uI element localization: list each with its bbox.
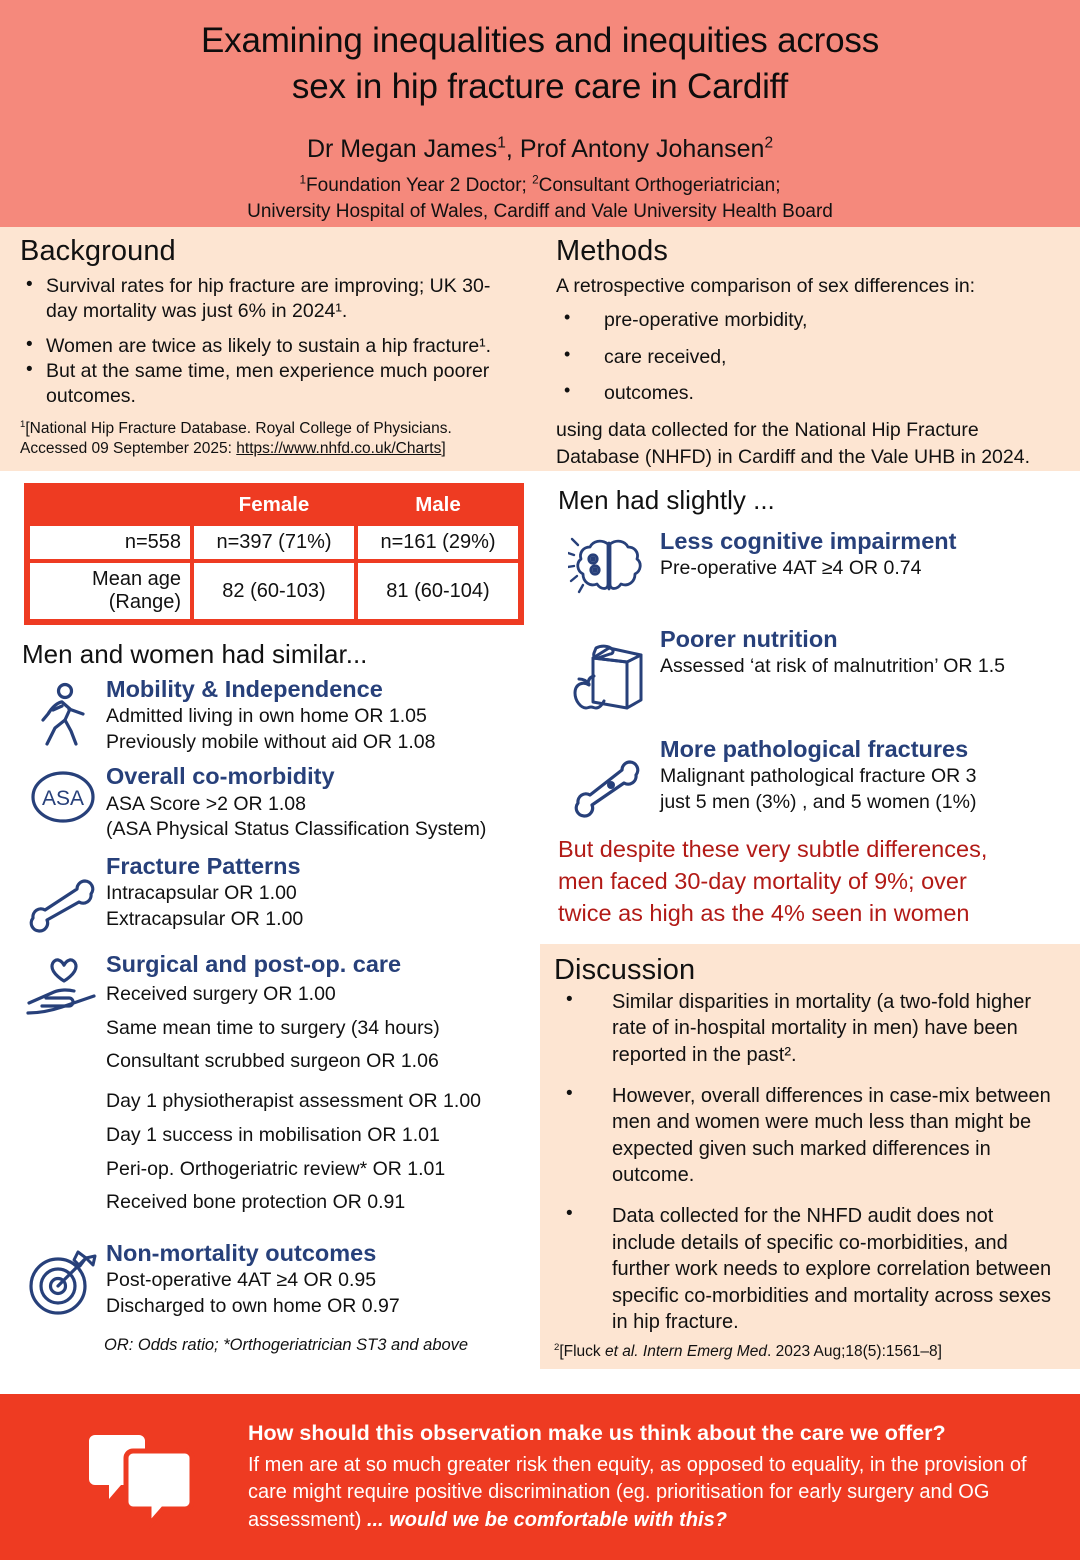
page-title — [40, 18, 1040, 110]
footer-body: If men are at so much greater risk then equity, as opposed to equality, in the provision of care might require positive discrimination (eg. prioritisation for early surgery and OG assessment) ... would we be comfortable with this? — [248, 1453, 1027, 1531]
finding-line: Assessed ‘at risk of malnutrition’ OR 1.5 — [660, 655, 1005, 678]
list-item: • Survival rates for hip fracture are improving; UK 30-day mortality was just 6% in 2024¹. — [20, 274, 518, 325]
speech-bubbles-icon — [89, 1425, 205, 1529]
finding-fracture-patterns — [20, 853, 524, 937]
finding-line: Same mean time to surgery (34 hours) — [106, 1016, 440, 1039]
finding-line: Peri-op. Orthogeriatric review* OR 1.01 — [106, 1157, 446, 1180]
finding-title: Surgical and post-op. care — [106, 950, 402, 977]
right-column — [540, 471, 1080, 1369]
list-item: • Data collected for the NHFD audit does not include details of specific co-morbidities, and further work needs to explore correlation between specific co-morbidities and mortality across sexes in hip fracture. — [554, 1203, 1062, 1336]
walking-person-icon — [31, 682, 95, 752]
callout-line-3: twice as high as the 4% seen in women — [558, 899, 970, 926]
finding-line: Previously mobile without aid OR 1.08 — [106, 730, 436, 753]
methods-intro: A retrospective comparison of sex differences in: — [556, 275, 976, 297]
background-methods-band — [0, 227, 1080, 471]
title-line-1: Examining inequalities and inequities across — [201, 21, 879, 60]
brain-icon — [568, 534, 648, 604]
finding-cognitive-impairment — [556, 528, 1064, 604]
discussion-section — [540, 944, 1080, 1370]
finding-line: Received bone protection OR 0.91 — [106, 1191, 406, 1214]
table-row — [28, 561, 520, 621]
table-cell: n=397 (71%) — [192, 524, 356, 561]
finding-pathological-fractures — [556, 736, 1064, 822]
table-col-blank — [28, 487, 192, 524]
table-cell: Mean age (Range) — [28, 561, 192, 621]
author-sup-1: 1 — [497, 135, 506, 153]
finding-line: (ASA Physical Status Classification System) — [106, 818, 487, 841]
finding-nutrition — [556, 626, 1064, 712]
list-item: • Similar disparities in mortality (a two-fold higher rate of in-hospital mortality in men) have been reported in the past². — [554, 989, 1062, 1069]
background-footnote: $^1$[National Hip Fracture Database. Royal College of Physicians. Accessed 09 September 2025: https://www.nhfd.co.uk/Charts] — [20, 418, 452, 457]
list-item: • pre-operative morbidity, — [556, 308, 1062, 333]
affiliation-line-2: University Hospital of Wales, Cardiff and Vale University Health Board — [247, 201, 833, 223]
nhfd-charts-link[interactable]: https://www.nhfd.co.uk/Charts — [236, 439, 442, 457]
finding-mobility — [20, 676, 524, 755]
bone-icon — [570, 756, 646, 822]
title-line-2: sex in hip fracture care in Cardiff — [291, 67, 789, 107]
similar-heading: Men and women had similar... — [22, 639, 368, 669]
svg-text:ASA: ASA — [41, 787, 85, 811]
finding-comorbidity — [20, 763, 524, 842]
background-section — [0, 227, 540, 471]
demographics-table — [24, 483, 524, 625]
heart-in-hand-icon — [24, 957, 102, 1019]
finding-title: Fracture Patterns — [106, 852, 301, 879]
methods-heading: Methods — [556, 235, 668, 267]
affiliation-line-1: $^1$Foundation Year 2 Doctor; $^2$Consultant Orthogeriatrician; — [299, 174, 781, 197]
affiliations — [40, 173, 1040, 225]
left-column — [0, 471, 540, 1355]
finding-line: Malignant pathological fracture OR 3 — [660, 765, 977, 788]
odds-ratio-footnote: OR: Odds ratio; *Orthogeriatrician ST3 and above — [104, 1335, 469, 1354]
list-item: • Women are twice as likely to sustain a hip fracture¹. — [20, 334, 518, 359]
finding-line: Consultant scrubbed surgeon OR 1.06 — [106, 1050, 439, 1073]
finding-line: Day 1 physiotherapist assessment OR 1.00 — [106, 1090, 482, 1113]
finding-title: Overall co-morbidity — [106, 763, 335, 790]
bone-icon — [27, 875, 99, 937]
finding-line: just 5 men (3%) , and 5 women (1%) — [660, 790, 977, 813]
table-row — [28, 524, 520, 561]
discussion-footnote: $^2$[Fluck et al. Intern Emerg Med. 2023 Aug;18(5):1561–8] — [554, 1341, 942, 1360]
finding-title: Non-mortality outcomes — [106, 1240, 377, 1267]
finding-line: Post-operative 4AT ≥4 OR 0.95 — [106, 1269, 377, 1292]
author-sup-2: 2 — [764, 135, 774, 153]
asa-circle-icon — [29, 769, 97, 825]
list-item: • outcomes. — [556, 381, 1062, 406]
list-item: • care received, — [556, 345, 1062, 370]
finding-line: Extracapsular OR 1.00 — [106, 907, 304, 930]
table-cell: 81 (60-104) — [356, 561, 520, 621]
authors: Dr Megan James$^1$, Prof Antony Johansen$^2$ — [306, 135, 774, 164]
finding-line: Admitted living in own home OR 1.05 — [106, 705, 427, 728]
target-dart-icon — [26, 1246, 100, 1318]
finding-surgical-care — [20, 951, 524, 1216]
finding-line: Day 1 success in mobilisation OR 1.01 — [106, 1123, 440, 1146]
background-heading: Background — [20, 235, 176, 267]
table-cell: n=558 — [28, 524, 192, 561]
poster-header — [0, 0, 1080, 227]
finding-title: More pathological fractures — [660, 736, 969, 762]
table-cell: n=161 (29%) — [356, 524, 520, 561]
lunch-bag-apple-icon — [569, 640, 647, 712]
callout-line-1: But despite these very subtle differences, — [558, 836, 988, 862]
list-item: • But at the same time, men experience much poorer outcomes. — [20, 359, 518, 410]
table-cell: 82 (60-103) — [192, 561, 356, 621]
footer-question: How should this observation make us think about the care we offer? — [248, 1420, 946, 1445]
finding-line: Intracapsular OR 1.00 — [106, 881, 297, 904]
discussion-heading: Discussion — [554, 953, 696, 986]
slightly-heading: Men had slightly ... — [558, 485, 775, 515]
finding-title: Poorer nutrition — [660, 626, 838, 652]
finding-title: Less cognitive impairment — [660, 528, 957, 554]
callout-line-2: men faced 30-day mortality of 9%; over — [558, 867, 967, 894]
table-header-row — [28, 487, 520, 524]
mortality-callout — [558, 834, 1064, 930]
finding-line: ASA Score >2 OR 1.08 — [106, 792, 306, 815]
footer-emphasis: ... would we be comfortable with this? — [366, 1508, 727, 1531]
methods-outro: using data collected for the National Hip Fracture Database (NHFD) in Cardiff and the Vale UHB in 2024. — [556, 419, 1031, 468]
table-col-female: Female — [192, 487, 356, 524]
finding-line: Pre-operative 4AT ≥4 OR 0.74 — [660, 557, 922, 580]
methods-bullet-list — [556, 308, 1062, 406]
background-bullet-list — [20, 274, 518, 410]
finding-line: Received surgery OR 1.00 — [106, 982, 336, 1005]
discussion-bullet-list — [554, 989, 1062, 1336]
table-col-male: Male — [356, 487, 520, 524]
finding-line: Discharged to own home OR 0.97 — [106, 1294, 400, 1317]
finding-title: Mobility & Independence — [106, 676, 383, 702]
methods-section — [540, 227, 1080, 471]
finding-non-mortality — [20, 1240, 524, 1319]
list-item: • However, overall differences in case-mix between men and women were much less than might be expected given such marked differences in outcome. — [554, 1083, 1062, 1189]
poster-footer — [0, 1394, 1080, 1560]
